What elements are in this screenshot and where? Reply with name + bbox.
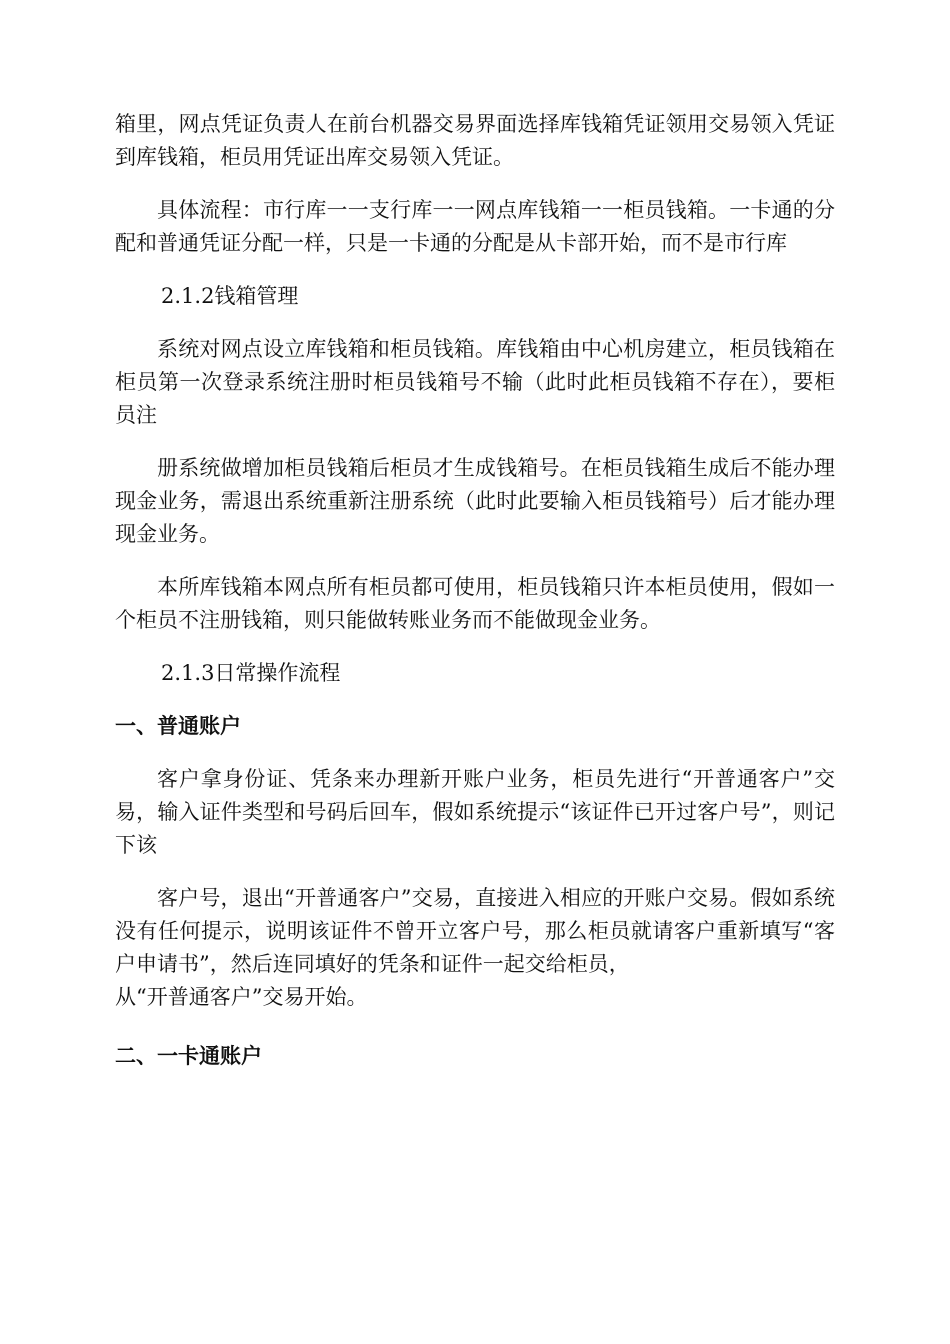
paragraph-open-account: 客户拿身份证、凭条来办理新开账户业务，柜员先进行“开普通客户”交易，输入证件类型和号码后回车，假如系统提示“该证件已开过客户号”，则记下该 xyxy=(115,767,835,857)
paragraph-customer-number-cont: 从“开普通客户”交易开始。 xyxy=(115,985,368,1009)
paragraph-vault-voucher: 箱里，网点凭证负责人在前台机器交易界面选择库钱箱凭证领用交易领入凭证到库钱箱，柜员用凭证出库交易领入凭证。 xyxy=(115,112,835,169)
section-heading-regular-account: 一、普通账户 xyxy=(115,714,241,738)
paragraph-cashbox-usage: 本所库钱箱本网点所有柜员都可使用，柜员钱箱只许本柜员使用，假如一个柜员不注册钱箱，则只能做转账业务而不能做现金业务。 xyxy=(115,575,835,632)
paragraph-cashbox-setup: 系统对网点设立库钱箱和柜员钱箱。库钱箱由中心机房建立，柜员钱箱在柜员第一次登录系统注册时柜员钱箱号不输（此时此柜员钱箱不存在），要柜员注 xyxy=(115,337,835,427)
document-page xyxy=(115,108,835,1093)
heading-cashbox-management: 2.1.2钱箱管理 xyxy=(161,284,299,308)
paragraph-cashbox-register: 册系统做增加柜员钱箱后柜员才生成钱箱号。在柜员钱箱生成后不能办理现金业务，需退出系统重新注册系统（此时此要输入柜员钱箱号）后才能办理现金业务。 xyxy=(115,456,835,546)
paragraph-customer-number: 客户号，退出“开普通客户”交易，直接进入相应的开账户交易。假如系统没有任何提示，说明该证件不曾开立客户号，那么柜员就请客户重新填写“客户申请书”，然后连同填好的凭条和证件一起交给柜员， xyxy=(115,886,835,976)
paragraph-process-flow: 具体流程：市行库一一支行库一一网点库钱箱一一柜员钱箱。一卡通的分配和普通凭证分配一样，只是一卡通的分配是从卡部开始，而不是市行库 xyxy=(115,198,835,255)
section-heading-card-account: 二、一卡通账户 xyxy=(115,1044,262,1068)
heading-daily-operations: 2.1.3日常操作流程 xyxy=(161,661,341,685)
